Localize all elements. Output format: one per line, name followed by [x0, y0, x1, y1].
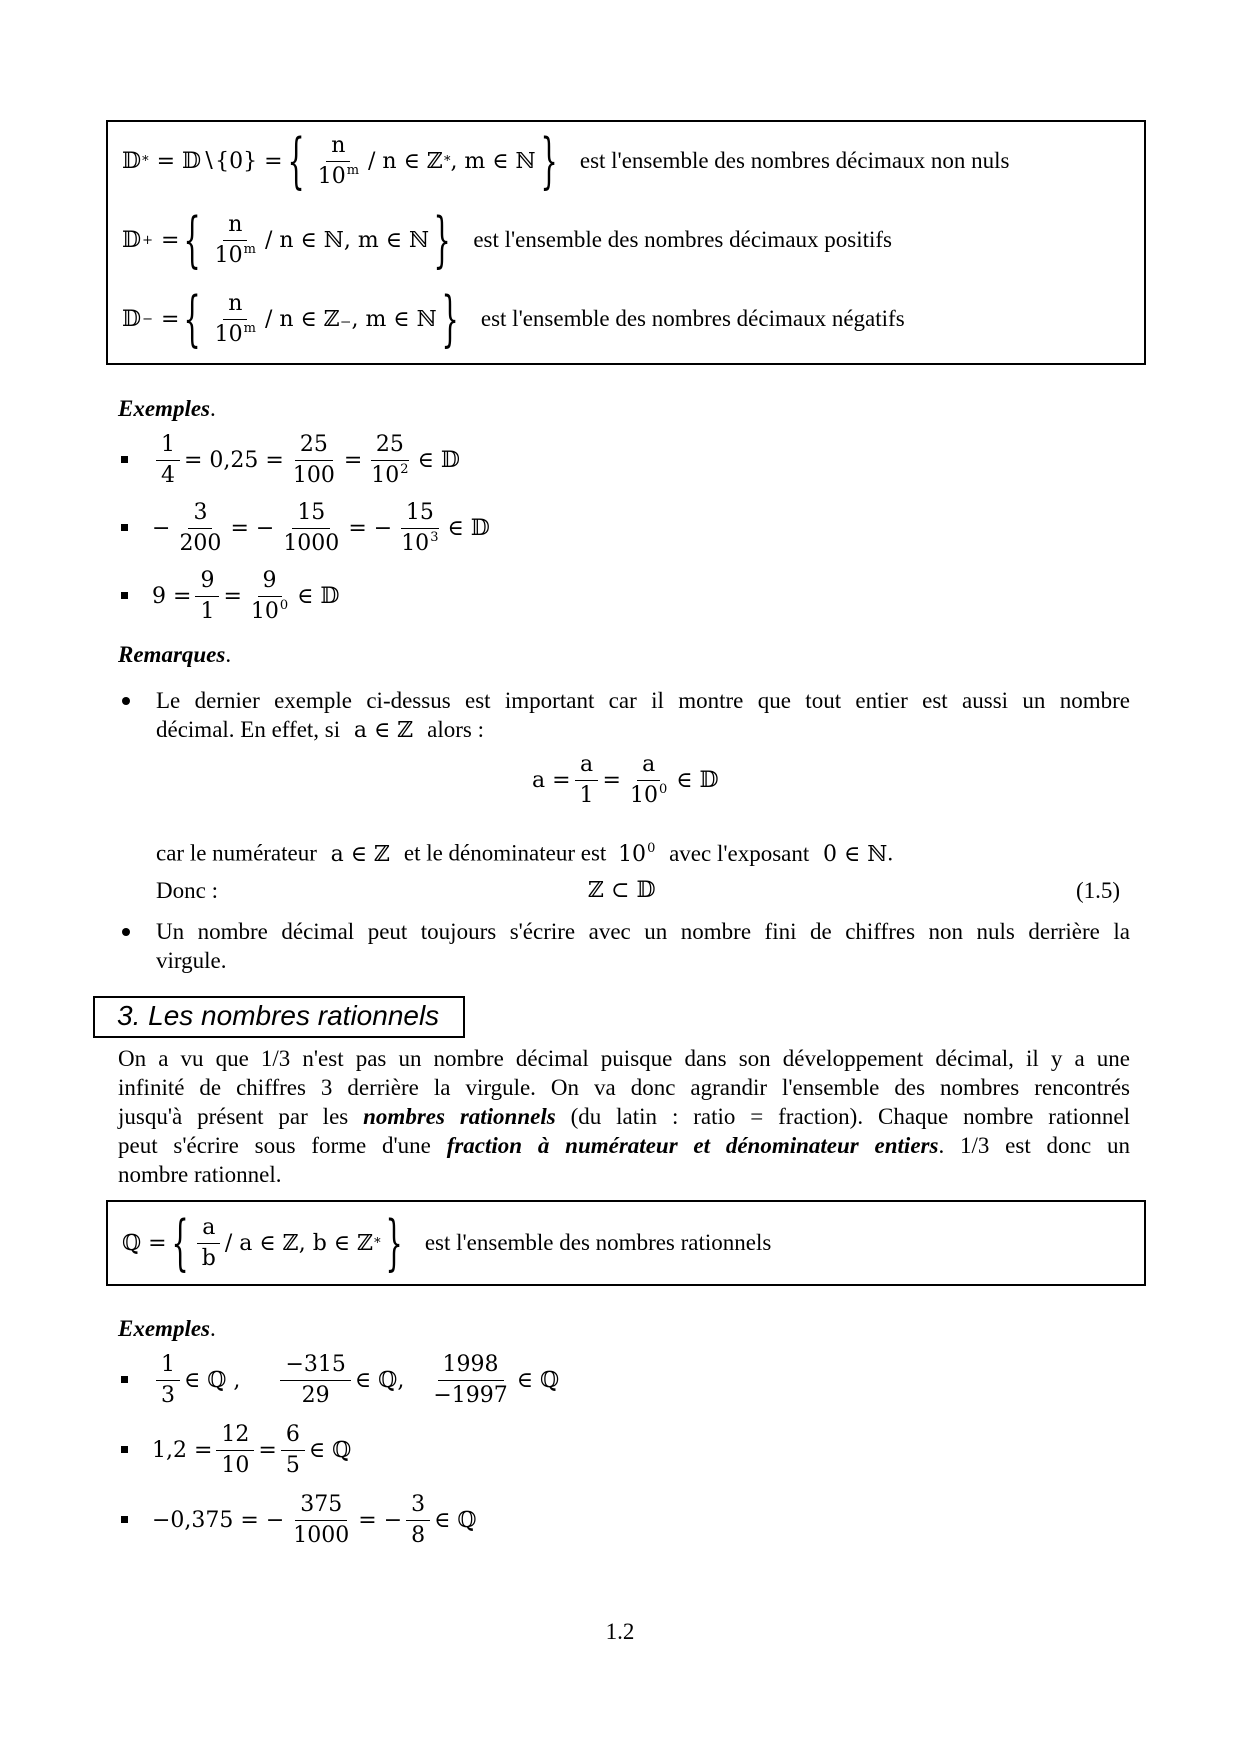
- numerator: 3: [406, 1492, 430, 1520]
- denominator: 10: [371, 462, 400, 488]
- membership: ∈ ℚ: [434, 1507, 477, 1533]
- text: (du latin : ratio = fraction). Chaque nombre rationnel: [570, 1104, 1131, 1129]
- equals: =: [160, 306, 180, 332]
- definition-text: est l'ensemble des nombres rationnels: [424, 1230, 772, 1255]
- equals-minus: = −: [230, 515, 275, 541]
- numerator: 1998: [438, 1352, 504, 1380]
- denominator: 5: [285, 1452, 300, 1478]
- fraction: [216, 1422, 254, 1478]
- text: décimal. En effet, si: [156, 717, 341, 742]
- equation-part: = 0,25 =: [184, 447, 284, 473]
- left-brace: {: [183, 205, 202, 275]
- numerator: 9: [195, 568, 219, 596]
- right-brace: }: [540, 126, 558, 196]
- definition-text: est l'ensemble des nombres décimaux non nuls: [579, 148, 1010, 173]
- example-three-over-200: [152, 496, 490, 560]
- denominator: 10: [214, 242, 243, 268]
- numerator: n: [223, 212, 247, 240]
- denominator: 200: [179, 530, 222, 556]
- minus: −: [152, 515, 171, 541]
- text: jusqu'à présent par les: [118, 1104, 349, 1129]
- right-brace: }: [385, 1208, 403, 1278]
- period: .: [210, 1316, 216, 1341]
- symbol-d: 𝔻: [122, 306, 142, 332]
- denominator: 4: [161, 462, 175, 488]
- fraction: [156, 432, 180, 488]
- bullet-dot: [122, 697, 130, 705]
- definition-box-rational-set: [106, 1200, 1146, 1286]
- definition-text: est l'ensemble des nombres décimaux positifs: [473, 227, 893, 252]
- fraction: [406, 1492, 430, 1548]
- examples-title: Exemples: [118, 1316, 210, 1341]
- examples-heading-2: [118, 1316, 216, 1342]
- donc-label: Donc :: [156, 878, 218, 903]
- denominator: 1: [579, 782, 594, 808]
- definition-d-minus: [122, 284, 905, 354]
- equals: =: [258, 1437, 277, 1463]
- remark-car-line: [156, 834, 893, 869]
- bullet-square: [121, 1516, 128, 1523]
- fraction-n-over-10m: [210, 212, 261, 268]
- remark-one-line1: Le dernier exemple ci-dessus est important car il montre que tout entier est aussi un nombre: [156, 688, 1130, 713]
- equation-part: −0,375 = −: [152, 1507, 285, 1533]
- denominator: 1: [200, 598, 215, 624]
- remarks-title: Remarques: [118, 642, 226, 667]
- display-equation-a: [532, 748, 719, 812]
- denominator: 10: [250, 598, 279, 624]
- fraction: [288, 432, 340, 488]
- page-number: 1.2: [605, 1619, 635, 1644]
- numerator: 3: [188, 500, 212, 528]
- membership: ∈ ℚ ,: [184, 1367, 241, 1393]
- denominator: −1997: [433, 1382, 508, 1408]
- equals: =: [343, 447, 363, 473]
- denominator: 10: [317, 163, 346, 189]
- fraction-n-over-10m: [210, 291, 261, 347]
- remark-two-line1: Un nombre décimal peut toujours s'écrire avec un nombre fini de chiffres non nuls derrière la: [156, 919, 1130, 944]
- definition-box-decimal-sets: [106, 120, 1146, 365]
- fraction: [280, 1352, 350, 1408]
- sub-minus: −: [142, 311, 153, 327]
- equals: =: [223, 583, 242, 609]
- numerator: 9: [258, 568, 282, 596]
- fraction-a-over-b: [197, 1215, 221, 1271]
- right-brace: }: [441, 284, 459, 354]
- exponent: 3: [430, 530, 439, 546]
- period: .: [210, 396, 216, 421]
- denominator: 10: [214, 321, 243, 347]
- denominator: 29: [301, 1382, 330, 1408]
- emphasis: fraction à numérateur et dénominateur entiers: [446, 1133, 939, 1158]
- numerator: a: [575, 752, 598, 780]
- equation-part: a =: [532, 767, 571, 793]
- numerator: 12: [216, 1422, 254, 1450]
- sup-star: *: [443, 153, 451, 169]
- left-brace: {: [287, 126, 305, 196]
- condition-b: , m ∈ ℕ: [450, 148, 536, 174]
- denominator: b: [201, 1245, 216, 1271]
- fraction: [575, 752, 599, 808]
- section-paragraph-line3: [118, 1102, 1130, 1131]
- fraction: [195, 568, 219, 624]
- numerator: 15: [401, 500, 439, 528]
- fraction: [428, 1352, 512, 1408]
- bullet-square: [121, 1446, 128, 1453]
- equals: =: [160, 227, 180, 253]
- section-title: 3. Les nombres rationnels: [93, 996, 465, 1038]
- definition-d-star: [122, 126, 1010, 196]
- fraction: [396, 500, 443, 556]
- inclusion-formula: ℤ ⊂ 𝔻: [588, 878, 656, 903]
- numerator: a: [197, 1215, 220, 1243]
- exponent: 0: [647, 841, 656, 856]
- fraction: [174, 500, 226, 556]
- denominator: 10: [629, 782, 658, 808]
- fraction-n-over-10m: [313, 133, 364, 189]
- numerator: 375: [295, 1492, 347, 1520]
- definition-text: est l'ensemble des nombres décimaux négatifs: [480, 306, 905, 331]
- section-paragraph-line2: infinité de chiffres 3 derrière la virgule. On va donc agrandir l'ensemble des nombres rencontrés: [118, 1075, 1130, 1100]
- definition-d-plus: [122, 205, 893, 275]
- membership: ∈ ℚ,: [354, 1367, 405, 1393]
- sub-plus: +: [142, 232, 153, 248]
- left-brace: {: [171, 1208, 189, 1278]
- period: .: [225, 642, 232, 667]
- membership: ∈ ℚ: [308, 1437, 352, 1463]
- numerator: −315: [280, 1352, 350, 1380]
- math-inline: 0 ∈ ℕ: [823, 841, 888, 867]
- example-nine: [152, 564, 340, 628]
- symbol-d: 𝔻: [122, 148, 142, 174]
- denominator: 1000: [283, 530, 340, 556]
- equals-minus: = −: [348, 515, 393, 541]
- fraction: [288, 1492, 354, 1548]
- bullet-square: [121, 456, 128, 463]
- membership: ∈ ℚ: [516, 1367, 560, 1393]
- section-paragraph-line1: On a vu que 1/3 n'est pas un nombre décimal puisque dans son développement décimal, il y a une: [118, 1046, 1130, 1071]
- math-inline: a ∈ ℤ: [330, 841, 391, 867]
- numerator: 25: [371, 432, 409, 460]
- examples-title: Exemples: [118, 396, 210, 421]
- text: . 1/3 est donc un: [938, 1133, 1131, 1158]
- exponent: m: [243, 242, 256, 258]
- numerator: a: [637, 752, 660, 780]
- example-rational-fractions: [152, 1348, 559, 1412]
- fraction: [366, 432, 413, 488]
- denominator: 100: [292, 462, 335, 488]
- numerator: n: [223, 291, 247, 319]
- exponent: m: [346, 163, 360, 179]
- membership: ∈ 𝔻: [676, 767, 719, 793]
- bullet-square: [121, 1376, 128, 1383]
- remark-one-line2: [156, 715, 484, 745]
- denominator: 10: [221, 1452, 250, 1478]
- math-inline: 10: [618, 841, 647, 867]
- text: et le dénominateur est: [403, 840, 607, 866]
- text: avec l'exposant: [669, 840, 810, 866]
- numerator: 25: [295, 432, 333, 460]
- example-minus-0-375: [152, 1488, 477, 1552]
- section-paragraph-line5: nombre rationnel.: [118, 1162, 282, 1187]
- equation-part: = −: [358, 1507, 403, 1533]
- condition: / a ∈ ℤ, b ∈ ℤ: [224, 1230, 374, 1256]
- fraction: [156, 1352, 180, 1408]
- condition: / n ∈ ℤ₋, m ∈ ℕ: [264, 306, 437, 332]
- remarks-heading: [118, 642, 231, 668]
- membership: ∈ 𝔻: [297, 583, 340, 609]
- example-one-point-two: [152, 1418, 351, 1482]
- equation-number: (1.5): [1076, 878, 1121, 903]
- exponent: 2: [400, 462, 409, 478]
- example-one-quarter: [152, 428, 460, 492]
- numerator: 1: [156, 432, 180, 460]
- section-paragraph-line4: [118, 1131, 1130, 1160]
- denominator: 3: [161, 1382, 175, 1408]
- sup-star: *: [374, 1235, 381, 1251]
- bullet-square: [121, 524, 128, 531]
- membership: ∈ 𝔻: [447, 515, 490, 541]
- membership: ∈ 𝔻: [417, 447, 460, 473]
- numerator: n: [326, 133, 350, 161]
- set-expression: = 𝔻∖{0} =: [156, 148, 283, 174]
- condition: / n ∈ ℕ, m ∈ ℕ: [264, 227, 430, 253]
- exponent: m: [243, 321, 256, 337]
- denominator: 1000: [293, 1522, 350, 1548]
- bullet-square: [121, 592, 128, 599]
- emphasis: nombres rationnels: [363, 1104, 556, 1129]
- numerator: 1: [156, 1352, 180, 1380]
- symbol-q: ℚ =: [122, 1230, 167, 1256]
- fraction: [278, 500, 344, 556]
- bullet-dot: [122, 928, 130, 936]
- fraction: [281, 1422, 305, 1478]
- right-brace: }: [433, 205, 451, 275]
- numerator: 6: [281, 1422, 305, 1450]
- equals: =: [602, 767, 621, 793]
- examples-heading: [118, 396, 216, 422]
- condition: / n ∈ ℤ: [368, 148, 443, 174]
- fraction: [625, 752, 672, 808]
- denominator: 8: [411, 1522, 426, 1548]
- exponent: 0: [658, 782, 668, 798]
- sup-star: *: [142, 153, 149, 169]
- equation-part: 1,2 =: [152, 1437, 213, 1463]
- left-brace: {: [183, 284, 202, 354]
- text: .: [887, 840, 894, 866]
- text: car le numérateur: [156, 840, 317, 866]
- exponent: 0: [279, 598, 289, 614]
- text: alors :: [427, 717, 484, 742]
- denominator: 10: [401, 530, 430, 556]
- fraction: [246, 568, 293, 624]
- math-inline: a ∈ ℤ: [353, 718, 414, 743]
- definition-q: [122, 1208, 772, 1278]
- remark-two-line2: virgule.: [156, 948, 227, 973]
- text: peut s'écrire sous forme d'une: [118, 1133, 431, 1158]
- symbol-d: 𝔻: [122, 227, 142, 253]
- numerator: 15: [292, 500, 330, 528]
- equation-part: 9 =: [152, 583, 192, 609]
